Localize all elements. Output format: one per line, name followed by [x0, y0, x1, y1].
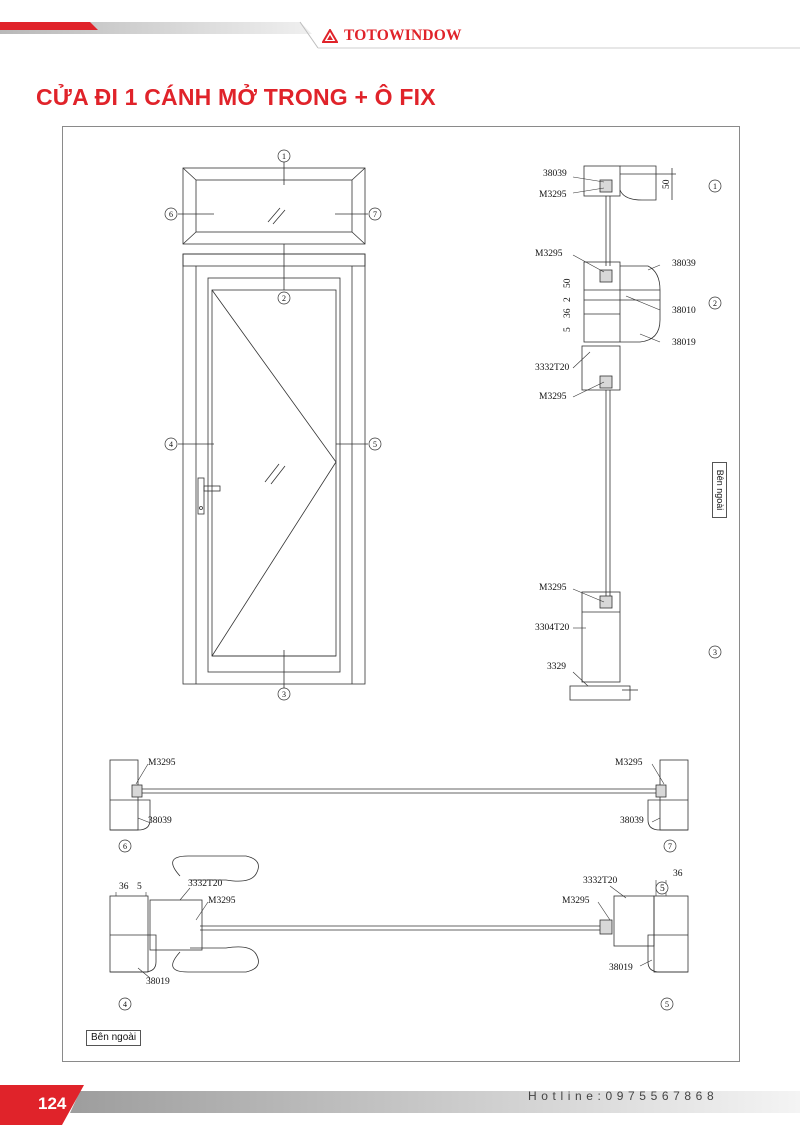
marker-6: 6 [169, 210, 173, 219]
section-marker-1: 1 [713, 182, 717, 191]
profile-label: M3295 [539, 190, 567, 200]
dimension-label: 5 [660, 884, 665, 894]
marker-4: 4 [169, 440, 173, 449]
profile-label: M3295 [539, 392, 567, 402]
section-marker-3: 3 [713, 648, 717, 657]
outside-label-horizontal: Bên ngoài [86, 1030, 141, 1046]
marker-3: 3 [282, 690, 286, 699]
profile-label: 38039 [543, 169, 567, 179]
dimension-label: 2 [563, 297, 573, 302]
marker-5: 5 [373, 440, 377, 449]
section-marker-2: 2 [713, 299, 717, 308]
profile-label: 38039 [620, 816, 644, 826]
profile-label: 3332T20 [583, 876, 618, 886]
hotline: Hotline:0975567868 [528, 1089, 719, 1103]
profile-label: 3329 [547, 662, 566, 672]
profile-label: M3295 [615, 758, 643, 768]
page-title: CỬA ĐI 1 CÁNH MỞ TRONG + Ô FIX [36, 84, 436, 110]
marker-1: 1 [282, 152, 286, 161]
profile-label: 38039 [148, 816, 172, 826]
dimension-label: 36 [119, 882, 129, 892]
dimension-label: 5 [137, 882, 142, 892]
profile-label: 38019 [672, 338, 696, 348]
profile-label: 38039 [672, 259, 696, 269]
dimension-label: 36 [563, 308, 573, 318]
profile-label: M3295 [148, 758, 176, 768]
brand-name: TOTOWINDOW [344, 27, 462, 44]
outside-label-vertical [712, 462, 727, 518]
profile-label: M3295 [539, 583, 567, 593]
section-marker-6: 6 [123, 842, 127, 851]
profile-label: 3332T20 [535, 363, 570, 373]
profile-label: 3332T20 [188, 879, 223, 889]
profile-label: 3304T20 [535, 623, 570, 633]
dimension-label: 50 [563, 278, 573, 288]
dimension-label: 36 [673, 869, 683, 879]
profile-label: M3295 [208, 896, 236, 906]
section-marker-4: 4 [123, 1000, 127, 1009]
section-marker-7: 7 [668, 842, 672, 851]
profile-label: M3295 [535, 249, 563, 259]
profile-label: M3295 [562, 896, 590, 906]
dimension-label: 50 [662, 179, 672, 189]
marker-7: 7 [373, 210, 377, 219]
profile-label: 38010 [672, 306, 696, 316]
section-marker-5: 5 [665, 1000, 669, 1009]
outside-label-text: Bên ngoài [714, 469, 725, 511]
dimension-label: 5 [563, 327, 573, 332]
profile-label: 38019 [146, 977, 170, 987]
profile-label: 38019 [609, 963, 633, 973]
page-number: 124 [38, 1094, 67, 1113]
door-handle [198, 478, 220, 514]
marker-2: 2 [282, 294, 286, 303]
